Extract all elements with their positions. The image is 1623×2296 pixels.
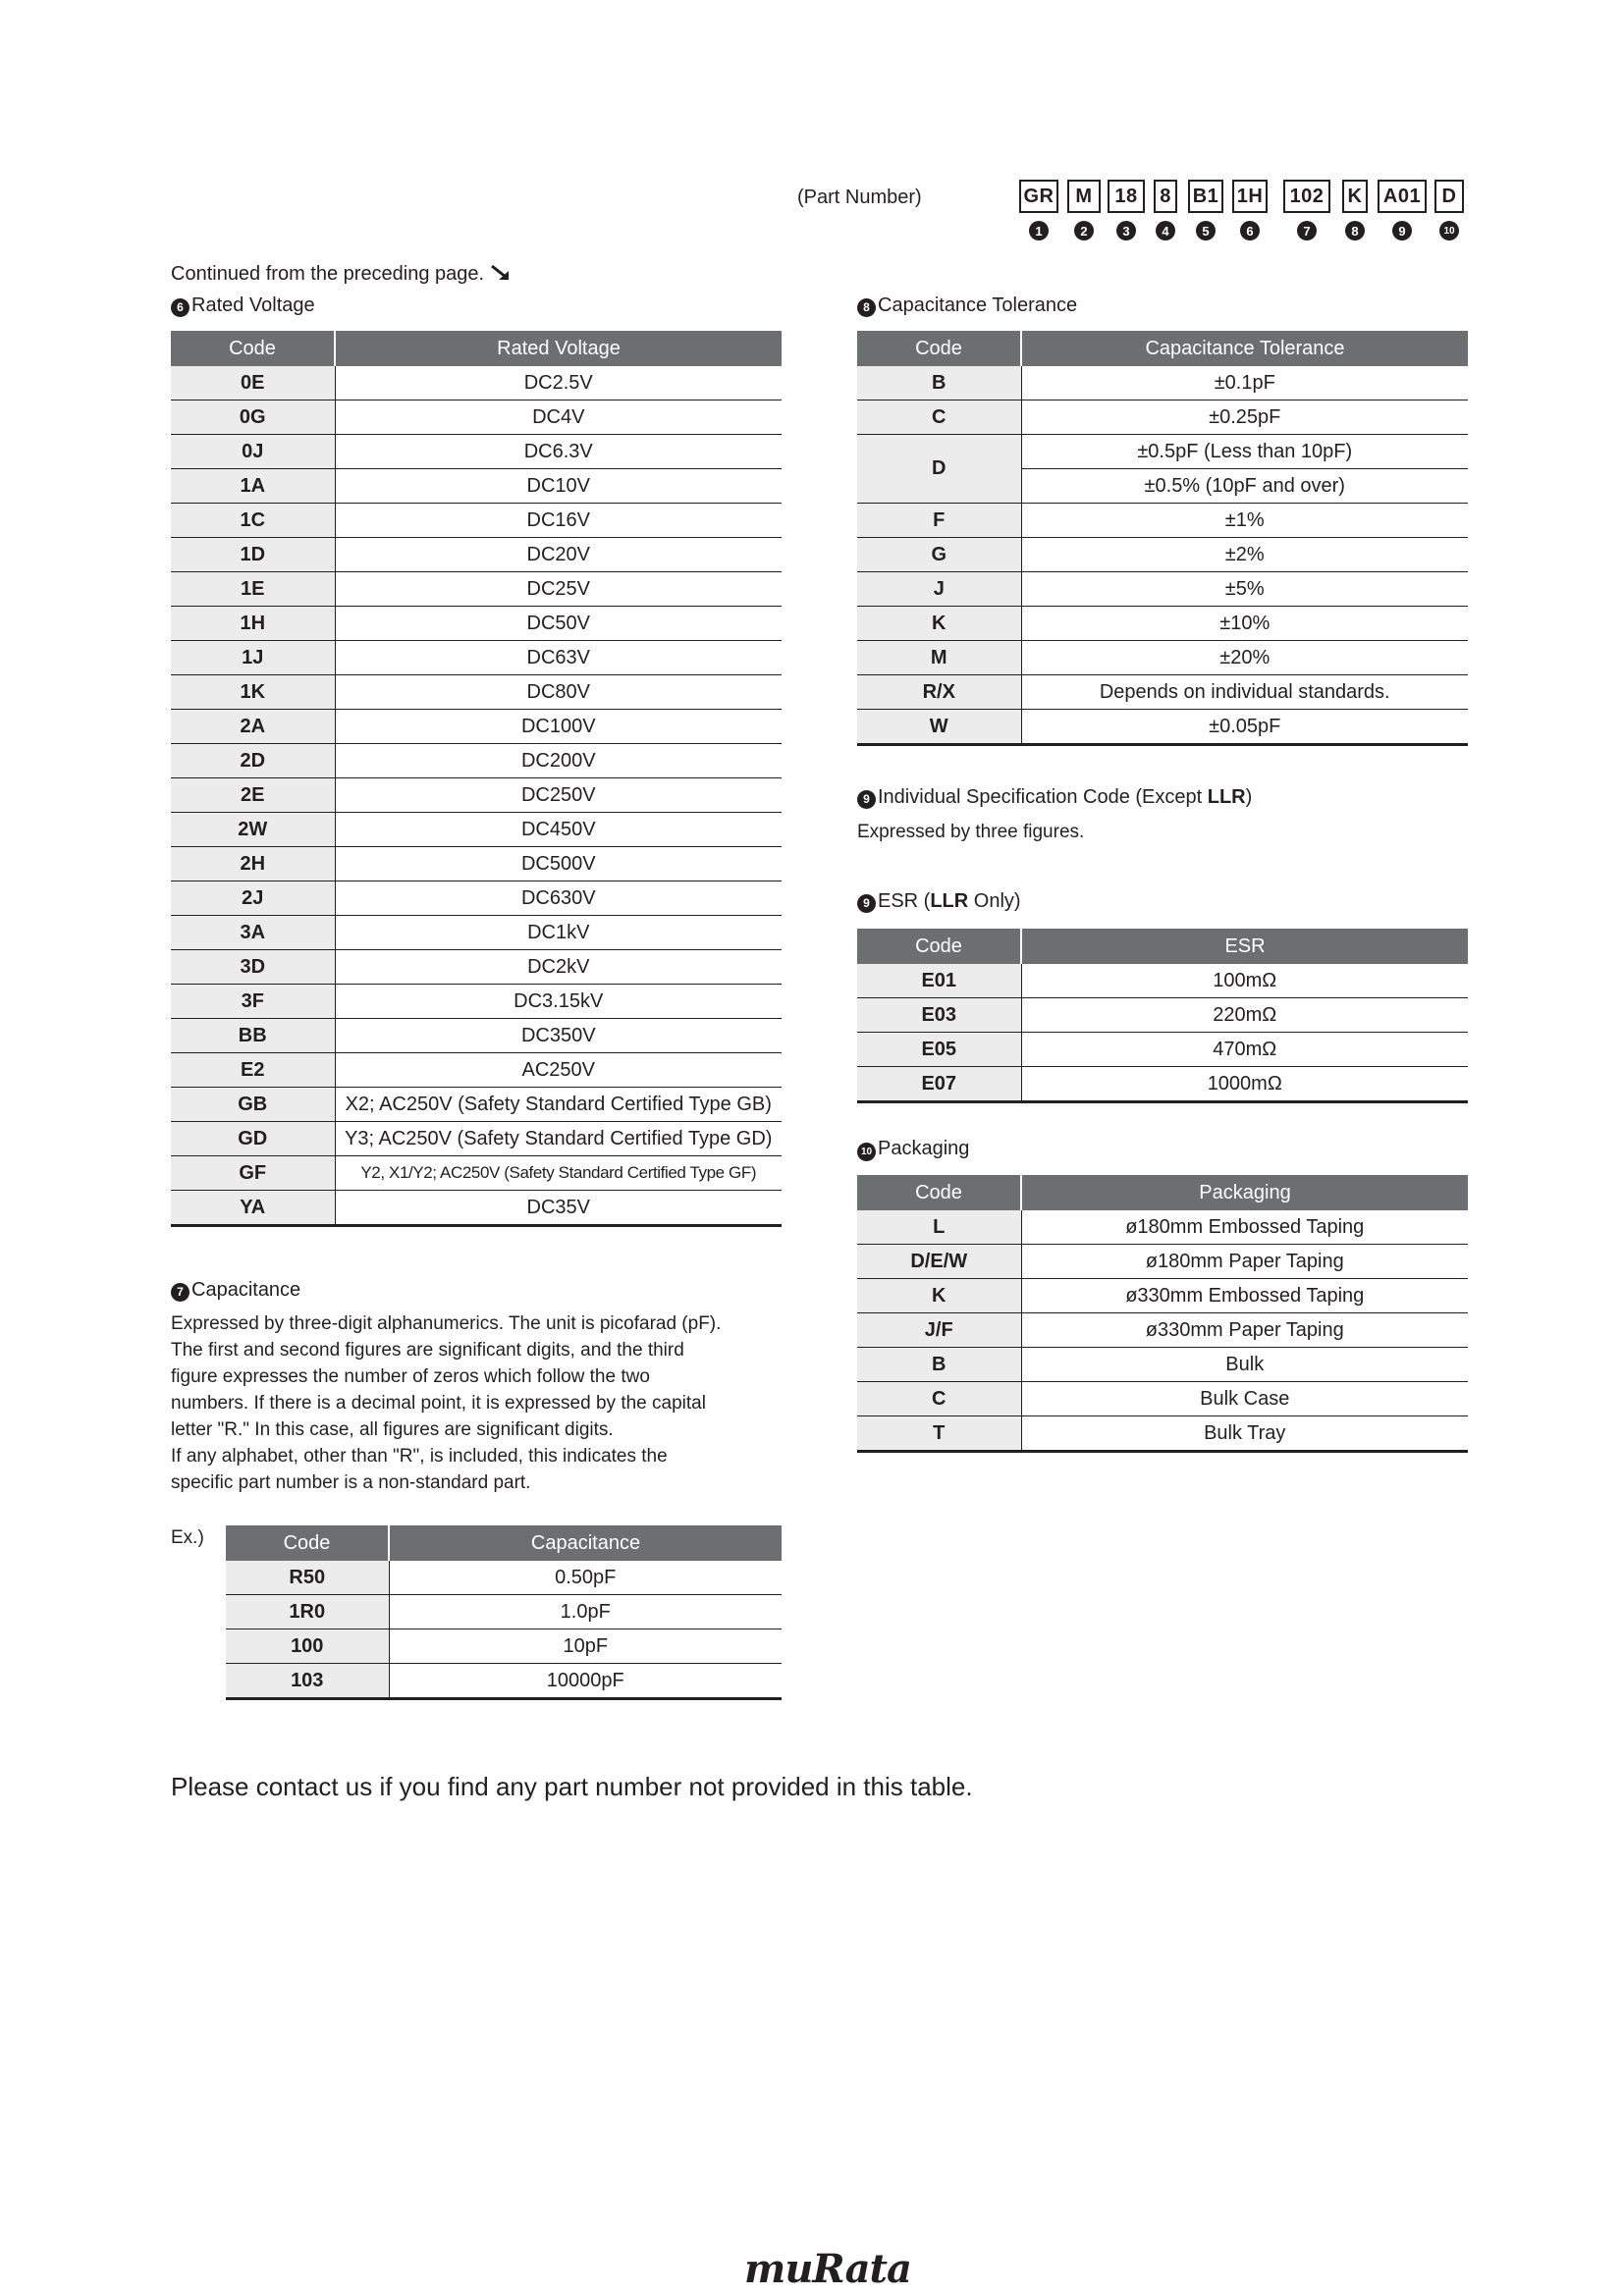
code-cell: BB xyxy=(171,1019,335,1053)
capacitance-heading xyxy=(171,1279,300,1302)
code-cell: 3F xyxy=(171,985,335,1019)
table-row xyxy=(857,400,1468,435)
value-cell: DC6.3V xyxy=(335,435,782,469)
column-header: Capacitance xyxy=(389,1525,782,1561)
esr-title-bold: LLR xyxy=(930,890,969,912)
table-row xyxy=(171,813,782,847)
value-cell: Bulk Case xyxy=(1021,1382,1468,1416)
individual-title-bold: LLR xyxy=(1207,786,1246,808)
table-row xyxy=(857,1313,1468,1348)
table-row xyxy=(171,950,782,985)
table-row xyxy=(857,366,1468,400)
table-row xyxy=(171,504,782,538)
value-cell: DC200V xyxy=(335,744,782,778)
value-cell: Y2, X1/Y2; AC250V (Safety Standard Certified Type GF) xyxy=(335,1156,782,1191)
code-cell: GD xyxy=(171,1122,335,1156)
code-cell: 2E xyxy=(171,778,335,813)
section-number-icon: 8 xyxy=(857,298,876,317)
code-cell: 1H xyxy=(171,607,335,641)
code-cell: 2W xyxy=(171,813,335,847)
value-cell: ±0.5pF (Less than 10pF) xyxy=(1021,435,1468,469)
table-row xyxy=(857,1245,1468,1279)
code-cell: 0G xyxy=(171,400,335,435)
section-number-icon: 9 xyxy=(857,790,876,809)
value-cell: DC80V xyxy=(335,675,782,710)
packaging-heading xyxy=(857,1138,969,1161)
code-cell: K xyxy=(857,607,1021,641)
code-cell: C xyxy=(857,400,1021,435)
value-cell: Y3; AC250V (Safety Standard Certified Type GD) xyxy=(335,1122,782,1156)
code-cell: E2 xyxy=(171,1053,335,1088)
column-header: Packaging xyxy=(1021,1175,1468,1210)
code-cell: G xyxy=(857,538,1021,572)
table-row xyxy=(171,1191,782,1226)
value-cell: 10000pF xyxy=(389,1664,782,1699)
value-cell: 1.0pF xyxy=(389,1595,782,1629)
code-cell: 0E xyxy=(171,366,335,400)
table-row xyxy=(171,916,782,950)
table-row xyxy=(171,744,782,778)
column-header: ESR xyxy=(1021,929,1468,964)
column-header: Capacitance Tolerance xyxy=(1021,331,1468,366)
code-cell: K xyxy=(857,1279,1021,1313)
code-cell: T xyxy=(857,1416,1021,1452)
value-cell: DC3.15kV xyxy=(335,985,782,1019)
table-row xyxy=(857,435,1468,469)
table-row xyxy=(857,1279,1468,1313)
part-number-segment: GR xyxy=(1019,180,1058,213)
description-line: specific part number is a non-standard part. xyxy=(171,1472,531,1493)
table-row xyxy=(171,778,782,813)
section-number-icon: 10 xyxy=(857,1143,876,1161)
value-cell: DC10V xyxy=(335,469,782,504)
code-cell: F xyxy=(857,504,1021,538)
value-cell: DC50V xyxy=(335,607,782,641)
value-cell: 220mΩ xyxy=(1021,998,1468,1033)
section-number-icon: 6 xyxy=(171,298,189,317)
value-cell: DC4V xyxy=(335,400,782,435)
part-number-segment: 8 xyxy=(1154,180,1177,213)
table-row xyxy=(857,607,1468,641)
code-cell: 1K xyxy=(171,675,335,710)
code-cell: E05 xyxy=(857,1033,1021,1067)
code-cell: D xyxy=(857,435,1021,504)
segment-index-icon: 5 xyxy=(1196,221,1216,240)
value-cell: Bulk Tray xyxy=(1021,1416,1468,1452)
value-cell: ø180mm Paper Taping xyxy=(1021,1245,1468,1279)
table-row xyxy=(171,675,782,710)
code-cell: R/X xyxy=(857,675,1021,710)
value-cell: DC450V xyxy=(335,813,782,847)
table-row xyxy=(171,847,782,881)
value-cell: DC500V xyxy=(335,847,782,881)
table-row xyxy=(857,572,1468,607)
code-cell: C xyxy=(857,1382,1021,1416)
table-row xyxy=(171,881,782,916)
segment-index-icon: 2 xyxy=(1074,221,1094,240)
code-cell: GF xyxy=(171,1156,335,1191)
code-cell: 2H xyxy=(171,847,335,881)
code-cell: L xyxy=(857,1210,1021,1245)
segment-index-icon: 9 xyxy=(1392,221,1412,240)
value-cell: ø180mm Embossed Taping xyxy=(1021,1210,1468,1245)
table-row xyxy=(226,1629,782,1664)
table-row xyxy=(857,998,1468,1033)
table-row xyxy=(857,1033,1468,1067)
segment-index-icon: 10 xyxy=(1439,221,1459,240)
value-cell: AC250V xyxy=(335,1053,782,1088)
table-row xyxy=(857,1210,1468,1245)
description-line: figure expresses the number of zeros which follow the two xyxy=(171,1366,650,1387)
table-row xyxy=(171,710,782,744)
table-row xyxy=(857,504,1468,538)
code-cell: 3D xyxy=(171,950,335,985)
segment-index-icon: 4 xyxy=(1156,221,1175,240)
code-cell: M xyxy=(857,641,1021,675)
table-row xyxy=(171,435,782,469)
packaging-table xyxy=(857,1175,1468,1453)
value-cell: DC2.5V xyxy=(335,366,782,400)
part-number-segment: M xyxy=(1067,180,1101,213)
table-row xyxy=(171,1019,782,1053)
value-cell: 10pF xyxy=(389,1629,782,1664)
section-number-icon: 7 xyxy=(171,1283,189,1302)
table-row xyxy=(226,1595,782,1629)
individual-title-text: Individual Specification Code (Except xyxy=(878,786,1208,808)
segment-index-icon: 7 xyxy=(1297,221,1317,240)
code-cell: 1J xyxy=(171,641,335,675)
segment-index-icon: 6 xyxy=(1240,221,1260,240)
murata-logo: muRata xyxy=(744,2246,911,2292)
table-row xyxy=(857,675,1468,710)
part-number-segment: K xyxy=(1342,180,1368,213)
code-cell: 1D xyxy=(171,538,335,572)
code-cell: 1A xyxy=(171,469,335,504)
value-cell: 100mΩ xyxy=(1021,964,1468,998)
rated-voltage-title: Rated Voltage xyxy=(191,294,315,316)
table-row xyxy=(171,1088,782,1122)
rated-voltage-table xyxy=(171,331,782,1227)
part-number-segment: 102 xyxy=(1283,180,1330,213)
table-row xyxy=(857,538,1468,572)
value-cell: DC630V xyxy=(335,881,782,916)
table-row xyxy=(171,538,782,572)
segment-index-icon: 3 xyxy=(1116,221,1136,240)
part-number-segment: D xyxy=(1434,180,1464,213)
code-cell: J xyxy=(857,572,1021,607)
column-header: Code xyxy=(857,331,1021,366)
tolerance-table xyxy=(857,331,1468,746)
code-cell: 1E xyxy=(171,572,335,607)
table-row xyxy=(857,1382,1468,1416)
code-cell: R50 xyxy=(226,1561,389,1595)
code-cell: 1C xyxy=(171,504,335,538)
description-line: letter "R." In this case, all figures are significant digits. xyxy=(171,1419,614,1440)
value-cell: ø330mm Embossed Taping xyxy=(1021,1279,1468,1313)
value-cell: ±0.5% (10pF and over) xyxy=(1021,469,1468,504)
table-row xyxy=(171,366,782,400)
individual-spec-heading xyxy=(857,786,1252,809)
table-row xyxy=(226,1561,782,1595)
code-cell: GB xyxy=(171,1088,335,1122)
table-row xyxy=(171,469,782,504)
code-cell: 103 xyxy=(226,1664,389,1699)
value-cell: Depends on individual standards. xyxy=(1021,675,1468,710)
value-cell: DC250V xyxy=(335,778,782,813)
value-cell: 1000mΩ xyxy=(1021,1067,1468,1102)
value-cell: X2; AC250V (Safety Standard Certified Type GB) xyxy=(335,1088,782,1122)
value-cell: ±0.1pF xyxy=(1021,366,1468,400)
capacitance-description xyxy=(171,1310,799,1496)
value-cell: ø330mm Paper Taping xyxy=(1021,1313,1468,1348)
segment-index-icon: 8 xyxy=(1345,221,1365,240)
table-row xyxy=(171,1053,782,1088)
arrow-down-right-icon xyxy=(490,263,512,289)
table-row xyxy=(226,1664,782,1699)
example-label: Ex.) xyxy=(171,1527,204,1548)
table-row xyxy=(171,1122,782,1156)
tolerance-title: Capacitance Tolerance xyxy=(878,294,1078,316)
value-cell: DC1kV xyxy=(335,916,782,950)
table-row xyxy=(171,985,782,1019)
code-cell: 3A xyxy=(171,916,335,950)
value-cell: DC350V xyxy=(335,1019,782,1053)
value-cell: DC35V xyxy=(335,1191,782,1226)
description-line: The first and second figures are significant digits, and the third xyxy=(171,1340,684,1361)
code-cell: W xyxy=(857,710,1021,745)
code-cell: 1R0 xyxy=(226,1595,389,1629)
capacitance-example-table xyxy=(226,1525,782,1700)
code-cell: 100 xyxy=(226,1629,389,1664)
individual-spec-text: Expressed by three figures. xyxy=(857,822,1085,842)
value-cell: DC20V xyxy=(335,538,782,572)
value-cell: DC25V xyxy=(335,572,782,607)
value-cell: 0.50pF xyxy=(389,1561,782,1595)
code-cell: YA xyxy=(171,1191,335,1226)
esr-heading xyxy=(857,890,1021,913)
table-row xyxy=(171,641,782,675)
column-header: Code xyxy=(857,929,1021,964)
table-row xyxy=(171,1156,782,1191)
code-cell: 2J xyxy=(171,881,335,916)
segment-index-icon: 1 xyxy=(1029,221,1049,240)
description-line: numbers. If there is a decimal point, it is expressed by the capital xyxy=(171,1393,706,1414)
tolerance-heading xyxy=(857,294,1077,317)
value-cell: ±20% xyxy=(1021,641,1468,675)
part-number-segment: B1 xyxy=(1188,180,1223,213)
part-number-segment: 18 xyxy=(1108,180,1145,213)
value-cell: DC16V xyxy=(335,504,782,538)
value-cell: ±1% xyxy=(1021,504,1468,538)
value-cell: DC100V xyxy=(335,710,782,744)
value-cell: Bulk xyxy=(1021,1348,1468,1382)
continued-text: Continued from the preceding page. xyxy=(171,263,485,285)
packaging-title: Packaging xyxy=(878,1138,970,1159)
code-cell: E01 xyxy=(857,964,1021,998)
value-cell: DC63V xyxy=(335,641,782,675)
table-row xyxy=(171,400,782,435)
column-header: Code xyxy=(226,1525,389,1561)
esr-title-text: ESR ( xyxy=(878,890,931,912)
esr-table xyxy=(857,929,1468,1103)
description-line: If any alphabet, other than "R", is included, this indicates the xyxy=(171,1446,668,1467)
part-number-segment: 1H xyxy=(1232,180,1268,213)
column-header: Rated Voltage xyxy=(335,331,782,366)
value-cell: DC2kV xyxy=(335,950,782,985)
code-cell: E03 xyxy=(857,998,1021,1033)
value-cell: ±2% xyxy=(1021,538,1468,572)
value-cell: 470mΩ xyxy=(1021,1033,1468,1067)
part-number-label: (Part Number) xyxy=(797,187,922,208)
table-row xyxy=(857,964,1468,998)
code-cell: 2A xyxy=(171,710,335,744)
table-row xyxy=(857,1067,1468,1102)
description-line: Expressed by three-digit alphanumerics. The unit is picofarad (pF). xyxy=(171,1313,722,1334)
rated-voltage-heading xyxy=(171,294,315,317)
column-header: Code xyxy=(857,1175,1021,1210)
individual-title-end: ) xyxy=(1245,786,1253,808)
code-cell: 0J xyxy=(171,435,335,469)
value-cell: ±0.05pF xyxy=(1021,710,1468,745)
part-number-segment: A01 xyxy=(1378,180,1427,213)
value-cell: ±0.25pF xyxy=(1021,400,1468,435)
section-number-icon: 9 xyxy=(857,894,876,913)
capacitance-title: Capacitance xyxy=(191,1279,301,1301)
code-cell: D/E/W xyxy=(857,1245,1021,1279)
esr-title-end: Only) xyxy=(968,890,1021,912)
value-cell: ±5% xyxy=(1021,572,1468,607)
code-cell: B xyxy=(857,366,1021,400)
continued-note xyxy=(171,263,512,289)
code-cell: 2D xyxy=(171,744,335,778)
table-row xyxy=(171,572,782,607)
value-cell: ±10% xyxy=(1021,607,1468,641)
footer-note: Please contact us if you find any part number not provided in this table. xyxy=(171,1772,973,1801)
table-row xyxy=(857,641,1468,675)
code-cell: J/F xyxy=(857,1313,1021,1348)
table-row xyxy=(857,1348,1468,1382)
code-cell: E07 xyxy=(857,1067,1021,1102)
code-cell: B xyxy=(857,1348,1021,1382)
table-row xyxy=(171,607,782,641)
table-row xyxy=(857,1416,1468,1452)
table-row xyxy=(857,710,1468,745)
column-header: Code xyxy=(171,331,335,366)
